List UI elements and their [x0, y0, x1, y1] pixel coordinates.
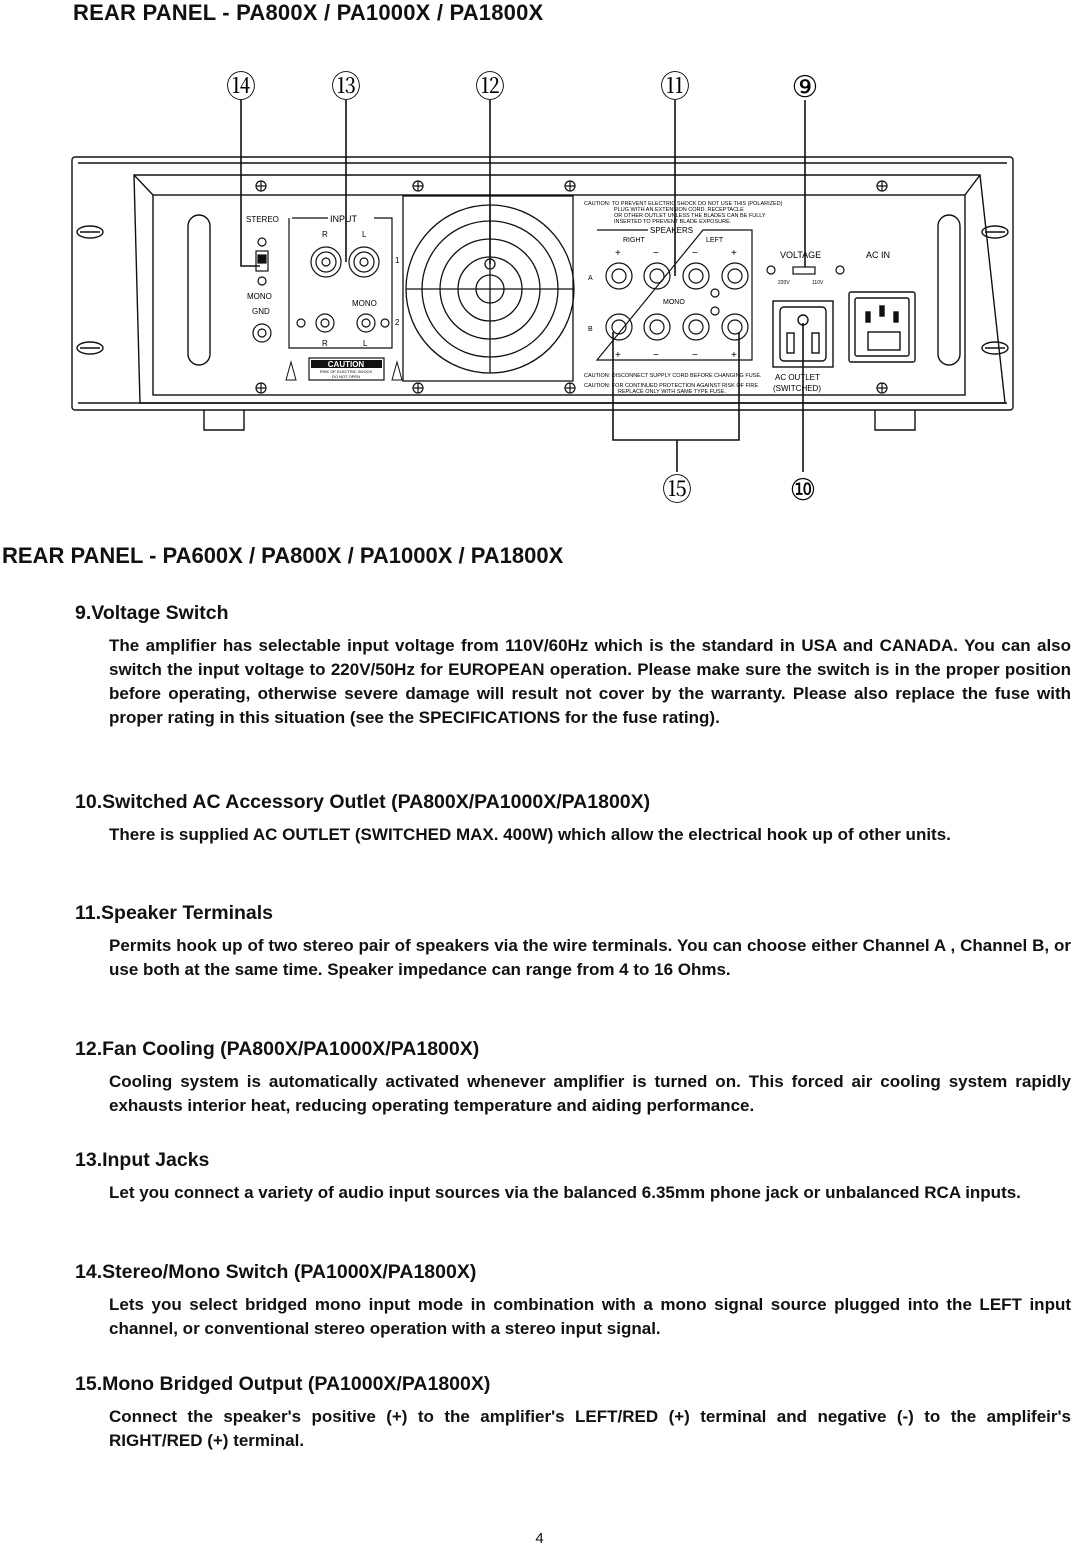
label-switched: (SWITCHED): [773, 384, 821, 393]
minus-sign: −: [692, 248, 698, 259]
label-stereo: STEREO: [246, 215, 279, 224]
right-foot: [875, 410, 915, 430]
item-body: Lets you select bridged mono input mode in combination with a mono signal source plugged into the LEFT input channel, or conventional stereo operation with a stereo input signal.: [109, 1295, 1071, 1338]
caution-sub1: RISK OF ELECTRIC SHOCK: [319, 369, 373, 374]
leader-15: [613, 332, 739, 472]
item-mono-bridged-output: [75, 1371, 1071, 1453]
callout-10: ⑩: [789, 474, 817, 507]
caution-bottom-3: REPLACE ONLY WITH SAME TYPE FUSE.: [618, 389, 726, 395]
item-body: Let you connect a variety of audio input sources via the balanced 6.35mm phone jack or unbalanced RCA inputs.: [109, 1183, 1021, 1202]
item-heading: 13.Input Jacks: [75, 1149, 210, 1171]
item-body: Cooling system is automatically activated whenever amplifier is turned on. This forced air cooling system rapidly exhausts interior heat, reducing operating temperature and aiding performance.: [109, 1072, 1071, 1115]
minus-sign: −: [692, 350, 698, 361]
label-left: LEFT: [706, 237, 724, 244]
minus-sign: −: [653, 350, 659, 361]
callout-9: ⑨: [791, 71, 819, 104]
item-body: Permits hook up of two stereo pair of speakers via the wire terminals. You can choose either Channel A , Channel B, or use both at the same time. Speaker impedance can range from 4 to 16 Ohms.: [109, 936, 1071, 979]
label-ac-in: AC IN: [866, 250, 891, 260]
label-right: RIGHT: [623, 237, 645, 244]
label-gnd: GND: [252, 307, 270, 316]
label-220v: 220V: [778, 280, 790, 286]
callout-12: ⑫: [475, 71, 505, 104]
item-heading: 11.Speaker Terminals: [75, 902, 274, 924]
label-110v: 110V: [812, 280, 824, 286]
label-ac-outlet: AC OUTLET: [775, 373, 820, 382]
label-r: R: [322, 230, 328, 239]
section-title: REAR PANEL - PA600X / PA800X / PA1000X / PA1800X: [2, 543, 564, 568]
label-a: A: [588, 275, 593, 282]
item-heading: 9.Voltage Switch: [75, 602, 229, 624]
item-input-jacks: [75, 1147, 1071, 1205]
ac-inlet: [849, 292, 915, 362]
item-body: The amplifier has selectable input voltage from 110V/60Hz which is the standard in USA and CANADA. You can also switch the input voltage to 220V/50Hz for EUROPEAN operation. Please make sure the switch is in the proper position before operating, otherwise severe damage will result not cover by the warranty. Please also replace the fuse with proper rating in this situation (see the SPECIFICATIONS for the fuse rating).: [109, 636, 1071, 727]
item-switched-ac-outlet: [75, 789, 1071, 847]
label-voltage: VOLTAGE: [780, 250, 822, 260]
plus-sign: +: [615, 248, 621, 259]
stereo-mono-switch: [253, 238, 271, 342]
label-l: L: [362, 230, 367, 239]
label-b: B: [588, 326, 593, 333]
caution-bottom-2: CAUTION: FOR CONTINUED PROTECTION AGAINST RISK OF FIRE: [584, 383, 759, 389]
left-foot: [204, 410, 244, 430]
label-1: 1: [395, 256, 400, 265]
callout-15: ⑮: [662, 474, 692, 507]
plus-sign: +: [731, 350, 737, 361]
item-stereo-mono-switch: [75, 1259, 1071, 1341]
plus-sign: +: [615, 350, 621, 361]
item-body: There is supplied AC OUTLET (SWITCHED MAX. 400W) which allow the electrical hook up of other units.: [109, 825, 951, 844]
label-2: 2: [395, 318, 400, 327]
item-heading: 12.Fan Cooling (PA800X/PA1000X/PA1800X): [75, 1038, 480, 1060]
item-heading: 14.Stereo/Mono Switch (PA1000X/PA1800X): [75, 1261, 477, 1283]
voltage-switch: [767, 266, 844, 274]
label-speakers: SPEAKERS: [650, 226, 694, 235]
caution-bottom-1: CAUTION: DISCONNECT SUPPLY CORD BEFORE CHANGING FUSE.: [584, 373, 762, 379]
item-heading: 10.Switched AC Accessory Outlet (PA800X/PA1000X/PA1800X): [75, 791, 651, 813]
plus-sign: +: [731, 248, 737, 259]
input-jacks: [289, 218, 392, 348]
caution-label: CAUTION: [327, 360, 365, 369]
item-heading: 15.Mono Bridged Output (PA1000X/PA1800X): [75, 1373, 491, 1395]
fan-grille: [403, 196, 574, 381]
callout-13: ⑬: [331, 71, 361, 104]
label-mono-bridge: MONO: [663, 299, 685, 306]
callout-11: ⑪: [660, 71, 690, 104]
minus-sign: −: [653, 248, 659, 259]
item-voltage-switch: [75, 600, 1071, 730]
caution-top-1: CAUTION: TO PREVENT ELECTRIC SHOCK DO NOT USE THIS (POLARIZED): [584, 201, 783, 207]
label-l2: L: [363, 339, 368, 348]
item-fan-cooling: [75, 1036, 1071, 1118]
label-mono-input: MONO: [352, 299, 377, 308]
callout-14: ⑭: [226, 71, 256, 104]
page-number: 4: [535, 1530, 544, 1547]
caution-top-4: INSERTED TO PREVENT BLADE EXPOSURE.: [614, 219, 732, 225]
rear-panel-diagram: [0, 50, 1079, 520]
caution-top-3: OR OTHER OUTLET UNLESS THE BLADES CAN BE FULLY: [614, 213, 766, 219]
caution-top-2: PLUG WITH AN EXTENSION CORD. RECEPTACLE: [614, 207, 744, 213]
diagram-title: REAR PANEL - PA800X / PA1000X / PA1800X: [73, 0, 544, 25]
item-speaker-terminals: [75, 900, 1071, 982]
caution-sub2: DO NOT OPEN: [332, 374, 360, 379]
label-mono-switch: MONO: [247, 292, 272, 301]
label-input: INPUT: [330, 214, 357, 224]
label-r2: R: [322, 339, 328, 348]
item-body: Connect the speaker's positive (+) to the amplifier's LEFT/RED (+) terminal and negative (-) to the amplifeir's RIGHT/RED (+) terminal.: [109, 1407, 1071, 1450]
